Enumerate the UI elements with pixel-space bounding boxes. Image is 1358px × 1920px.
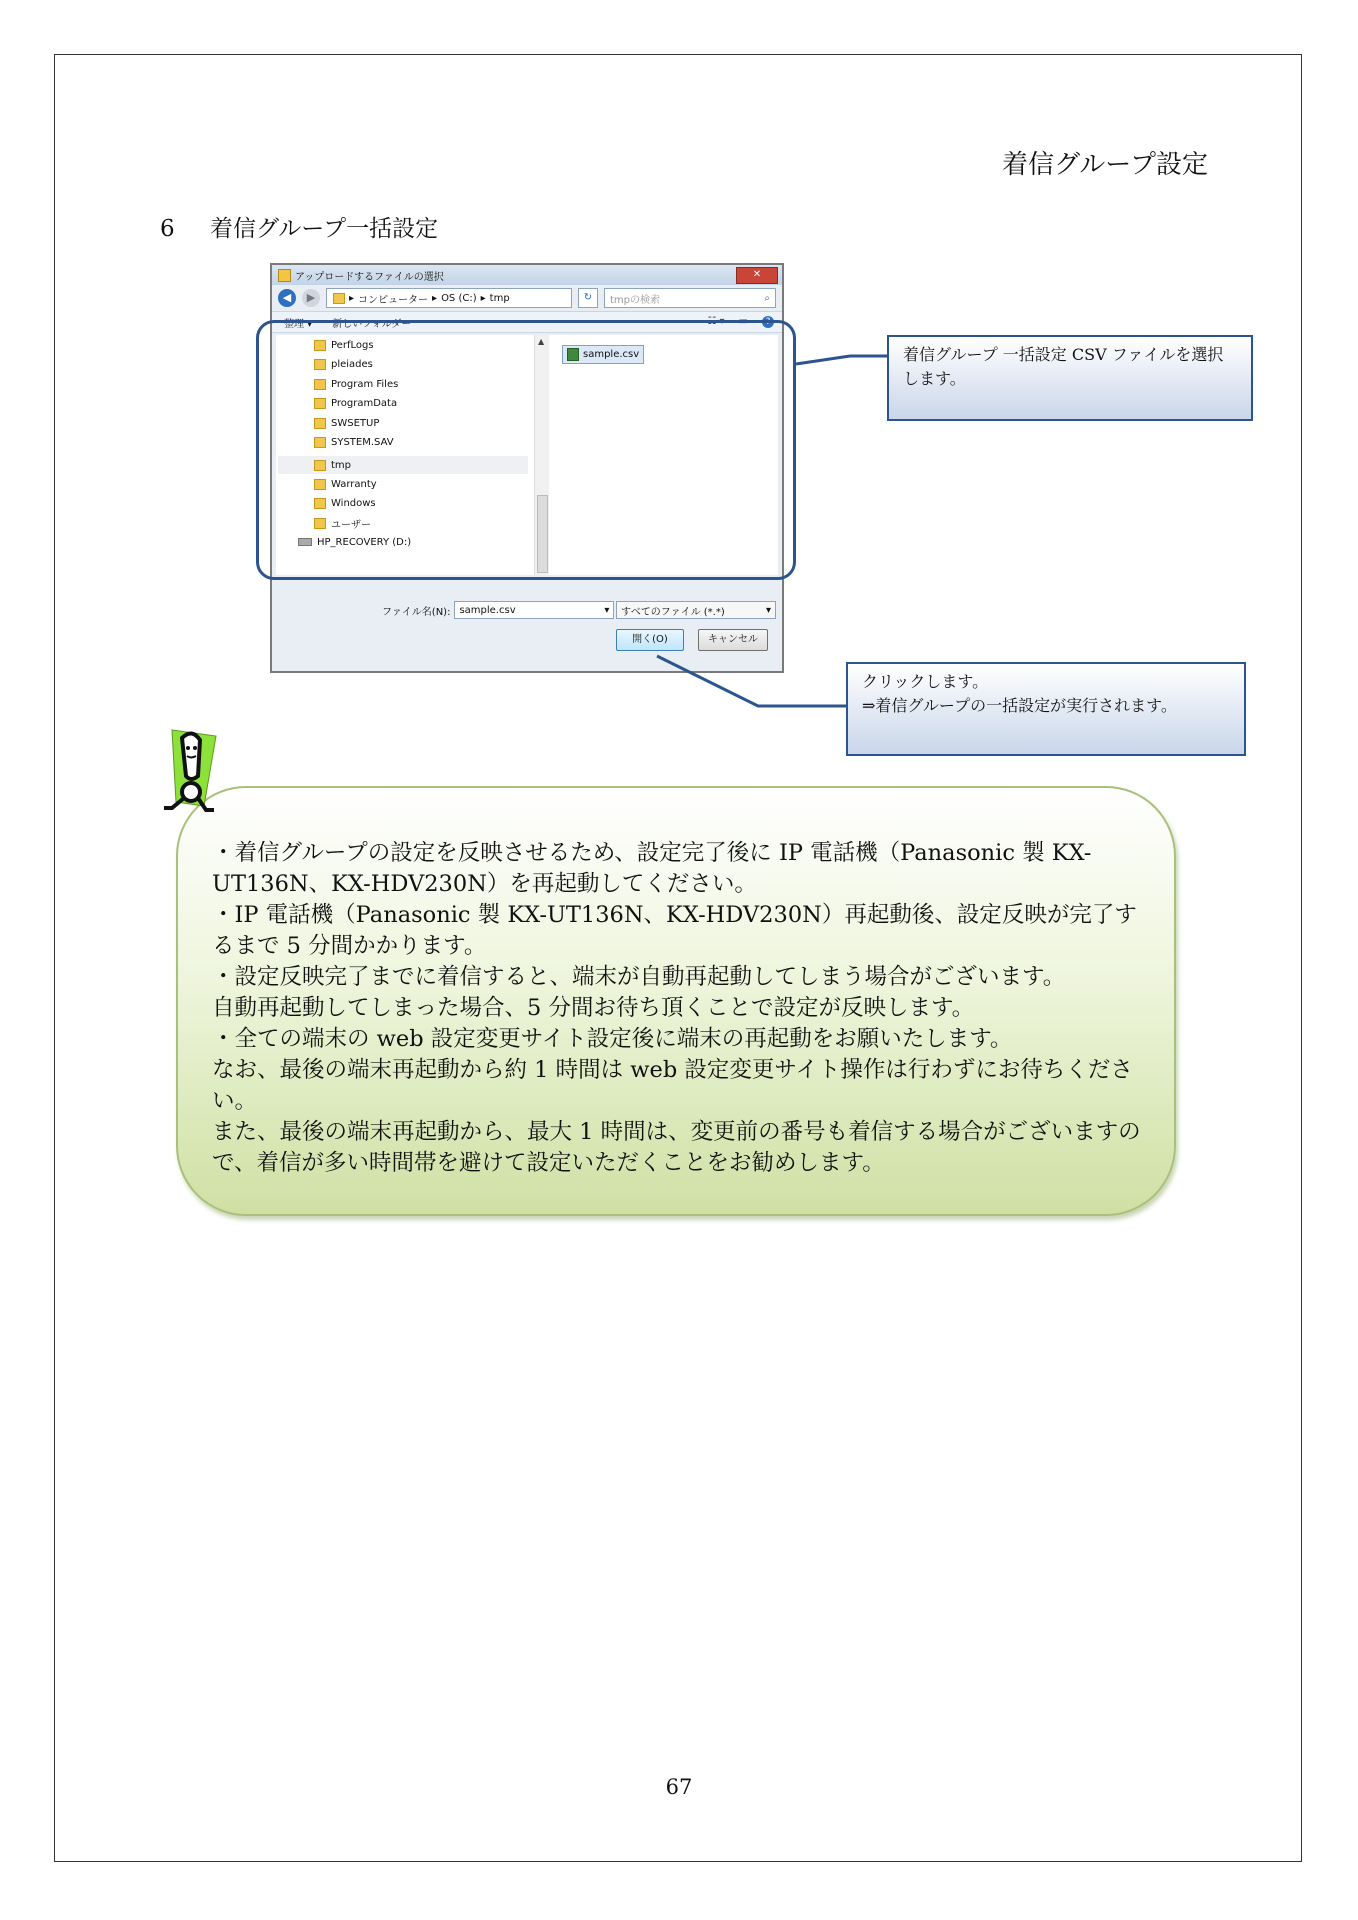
callout-click	[846, 662, 1246, 756]
tree-item[interactable]: ユーザー	[314, 515, 371, 531]
tree-item[interactable]: SYSTEM.SAV	[314, 434, 394, 450]
note-line: ・全ての端末の web 設定変更サイト設定後に端末の再起動をお願いたします。	[212, 1026, 1013, 1052]
section-number: 6	[160, 216, 175, 242]
preview-pane-icon[interactable]: ▭	[738, 316, 748, 327]
note-line: 自動再起動してしまった場合、5 分間お待ち頂くことで設定が反映します。	[212, 995, 975, 1021]
callout-line-click	[657, 656, 846, 706]
tree-item[interactable]: pleiades	[314, 356, 373, 372]
tree-item-selected[interactable]: tmp	[314, 457, 351, 473]
tree-item[interactable]: Windows	[314, 495, 376, 511]
breadcrumb-computer[interactable]: コンピューター	[358, 294, 429, 306]
page-header-title: 着信グループ設定	[1002, 150, 1208, 180]
address-breadcrumb[interactable]: ▸ コンピューター ▸ OS (C:) ▸ tmp	[326, 288, 572, 308]
refresh-icon[interactable]: ↻	[578, 288, 598, 308]
breadcrumb-tmp[interactable]: tmp	[489, 292, 510, 304]
callout-select-csv: 着信グループ 一括設定 CSV ファイルを選択します。	[887, 335, 1253, 421]
caution-note-box	[176, 786, 1176, 1216]
note-line: また、最後の端末再起動から、最大 1 時間は、変更前の番号も着信する場合がございますので、着信が多い時間帯を避けて設定いただくことをお勧めします。	[212, 1119, 1141, 1176]
chevron-down-icon[interactable]: ▾	[604, 604, 610, 616]
breadcrumb-drive[interactable]: OS (C:)	[441, 292, 477, 304]
view-options-icon[interactable]: ☷ ▾	[707, 316, 725, 327]
filename-input[interactable]: sample.csv ▾	[454, 601, 614, 619]
chevron-down-icon: ▾	[765, 604, 771, 616]
dialog-title: アップロードするファイルの選択	[295, 271, 444, 283]
organize-button[interactable]: 整理 ▾	[284, 318, 313, 330]
file-type-select[interactable]: すべてのファイル (*.*) ▾	[616, 601, 776, 619]
scroll-up-icon[interactable]: ▲	[538, 337, 545, 346]
callout-line-select	[796, 356, 887, 364]
callout-click-line2: ⇒着信グループの一括設定が実行されます。	[862, 696, 1177, 715]
tree-item[interactable]: Warranty	[314, 476, 377, 492]
tree-item[interactable]: Program Files	[314, 376, 398, 392]
search-placeholder: tmpの検索	[610, 294, 661, 306]
filename-label: ファイル名(N):	[382, 606, 451, 618]
tree-item[interactable]: PerfLogs	[314, 337, 374, 353]
cancel-button[interactable]: キャンセル	[698, 629, 768, 651]
caution-note-text	[212, 838, 1152, 1179]
note-line: ・着信グループの設定を反映させるため、設定完了後に IP 電話機（Panasonic 製 KX-UT136N、KX-HDV230N）を再起動してください。	[212, 840, 1092, 897]
search-icon: ⌕	[764, 292, 770, 304]
close-icon[interactable]: ✕	[736, 267, 778, 284]
section-title: 着信グループ一括設定	[210, 216, 439, 242]
note-line: ・設定反映完了までに着信すると、端末が自動再起動してしまう場合がございます。	[212, 964, 1066, 990]
callout-click-line1: クリックします。	[862, 672, 989, 691]
tree-item-drive[interactable]: HP_RECOVERY (D:)	[298, 534, 411, 550]
open-button[interactable]: 開く(O)	[616, 629, 684, 651]
help-icon[interactable]: ?	[762, 316, 774, 328]
new-folder-button[interactable]: 新しいフォルダー	[332, 318, 412, 330]
tree-item[interactable]: SWSETUP	[314, 415, 379, 431]
back-icon[interactable]: ◀	[278, 289, 296, 307]
forward-icon[interactable]: ▶	[302, 289, 320, 307]
note-line: ・IP 電話機（Panasonic 製 KX-UT136N、KX-HDV230N）再起動後、設定反映が完了するまで 5 分間かかります。	[212, 902, 1137, 959]
file-item-sample-csv[interactable]: sample.csv	[562, 345, 644, 364]
tree-item[interactable]: ProgramData	[314, 395, 397, 411]
page-number: 67	[665, 1775, 693, 1799]
exclamation-mascot-icon	[160, 728, 220, 820]
note-line: なお、最後の端末再起動から約 1 時間は web 設定変更サイト操作は行わずにお待ちください。	[212, 1057, 1133, 1114]
